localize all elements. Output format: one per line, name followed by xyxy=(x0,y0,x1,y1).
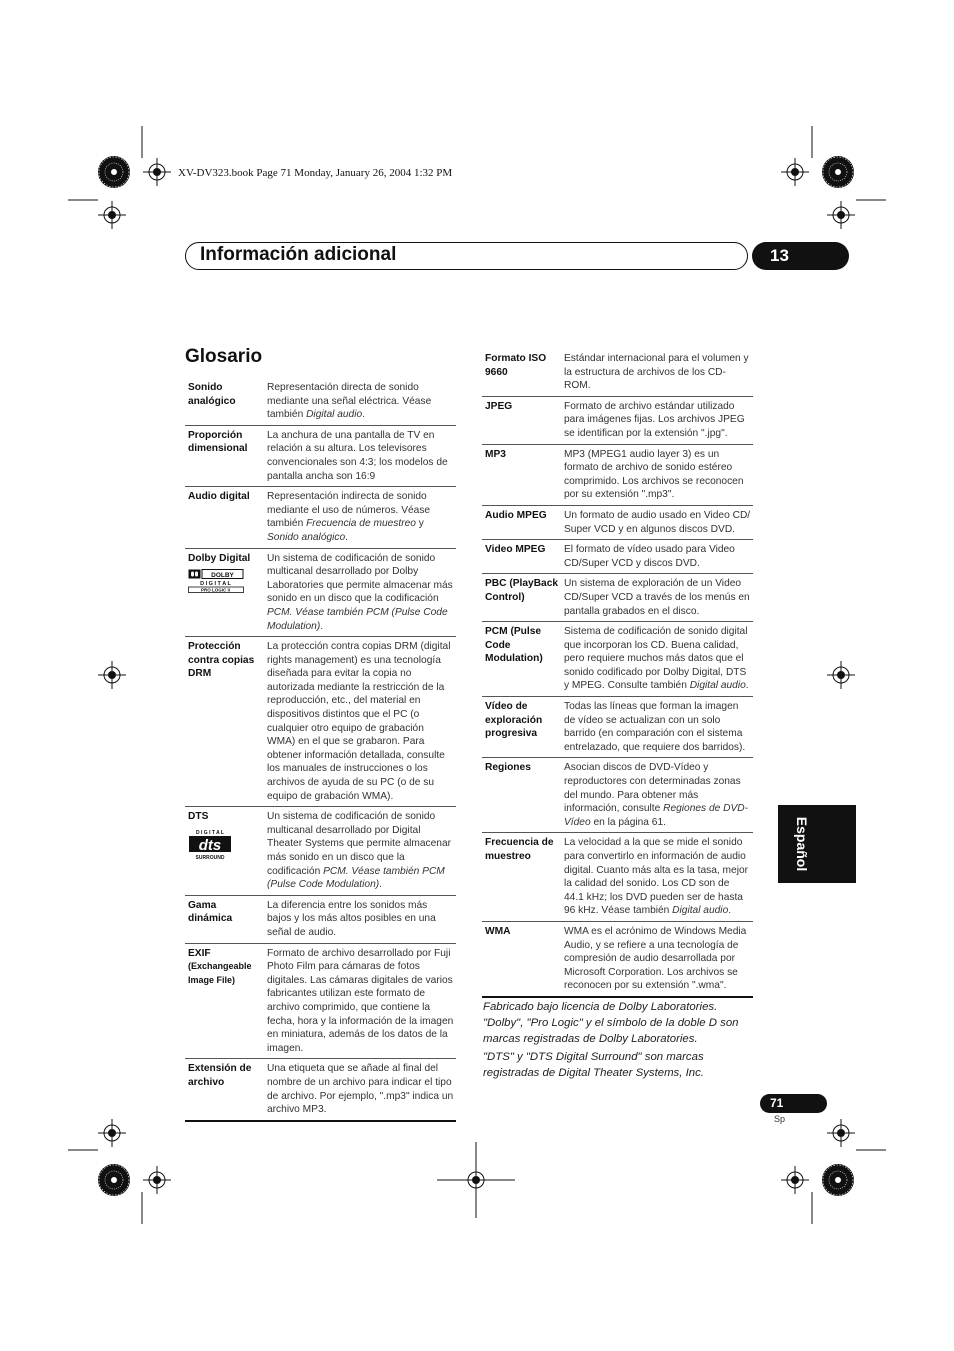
glossary-definition: Asocian discos de DVD-Vídeo y reproductores con determinadas zonas del mundo. Para obtener más información, consulte Regiones de DVD-Vídeo en la página 61. xyxy=(564,762,749,828)
glossary-term-subtitle: (Exchangeable Image File) xyxy=(188,961,252,985)
glossary-definition: MP3 (MPEG1 audio layer 3) es un formato de archivo de sonido estéreo comprimido. Los archivos se reconocen por su extensión ".mp3". xyxy=(564,448,744,501)
glossary-entry-frecuencia-de-muestreo xyxy=(482,833,753,922)
glossary-entry-audio-digital xyxy=(185,487,456,548)
glossary-term xyxy=(482,697,561,758)
glossary-term xyxy=(185,425,264,486)
glossary-entry-extension-de-archivo xyxy=(185,1059,456,1121)
glossary-left-column xyxy=(185,378,456,1122)
glossary-entry-proporcion-dimensional xyxy=(185,425,456,486)
svg-text:D I G I T A L: D I G I T A L xyxy=(196,829,224,836)
glossary-term-text: JPEG xyxy=(485,400,513,412)
svg-text:D I G I T A L: D I G I T A L xyxy=(200,581,231,588)
glossary-definition: La velocidad a la que se mide el sonido para convertirlo en información de audio digital. Cuanto más alta es la tasa, mejor la calidad del sonido. Los CD son de 44.1 kHz; los DVD pueden ser de hasta 96 kHz. Véase también Digital audio. xyxy=(564,837,749,917)
glossary-term-text: Regiones xyxy=(485,762,531,774)
glossary-term-text: PBC (PlayBack Control) xyxy=(485,578,559,603)
page-language: Sp xyxy=(774,1114,786,1124)
svg-text:DOLBY: DOLBY xyxy=(211,572,234,580)
book-file-info: XV-DV323.book Page 71 Monday, January 26, 2004 1:32 PM xyxy=(178,167,453,179)
glossary-term xyxy=(482,396,561,444)
dts-digital-surround-logo xyxy=(188,828,232,860)
glossary-definition: Un sistema de codificación de sonido multicanal desarrollado por Dolby Laboratories que permite almacenar más sonido en un disco que la codificación PCM. Véase también PCM (Pulse Code Modulation). xyxy=(267,552,453,632)
glossary-term-text: WMA xyxy=(485,925,511,937)
glossary-term xyxy=(185,943,264,1059)
section-title: Glosario xyxy=(185,346,263,367)
glossary-definition: El formato de vídeo usado para Video CD/Super VCD y discos DVD. xyxy=(564,544,735,569)
note-dolby: Fabricado bajo licencia de Dolby Laboratories. "Dolby", "Pro Logic" y el símbolo de la doble D son marcas registradas de Dolby Laboratories. xyxy=(483,1001,739,1045)
glossary-term-text: Extensión de archivo xyxy=(188,1063,252,1088)
glossary-definition: Todas las líneas que forman la imagen de vídeo se actualizan con un solo barrido (en comparación con el sistema entrelazado, que requiere dos barridos). xyxy=(564,701,746,753)
glossary-term-text: Video MPEG xyxy=(485,544,546,556)
glossary-definition: WMA es el acrónimo de Windows Media Audio, y se refiere a una tecnología de compresión de audio desarrollada por Microsoft Corporation. Los archivos se reconocen por su extensión ".wma". xyxy=(564,925,747,992)
glossary-term xyxy=(482,758,561,833)
glossary-entry-dts xyxy=(185,807,456,896)
glossary-definition: Un formato de audio usado en Video CD/ Super VCD y en algunos discos DVD. xyxy=(564,509,751,535)
glossary-entry-sonido-analogico xyxy=(185,378,456,425)
glossary-definition: Representación directa de sonido mediante una señal eléctrica. Véase también Digital audio. xyxy=(267,382,432,421)
glossary-term-text: PCM (Pulse Code Modulation) xyxy=(485,626,543,665)
glossary-term-text: Frecuencia de muestreo xyxy=(485,837,554,862)
language-tab xyxy=(778,805,856,883)
glossary-term xyxy=(185,637,264,807)
glossary-definition: Sistema de codificación de sonido digital que incorporan los CD. Buena calidad, pero requiere muchos más datos que el sonido codificado por Dolby Digital, DTS y MPEG. Consulte también Digital audio. xyxy=(564,626,749,692)
chapter-number: 13 xyxy=(752,242,849,270)
glossary-term-text: Proporción dimensional xyxy=(188,429,248,455)
glossary-term xyxy=(482,921,561,996)
glossary-term xyxy=(482,349,561,396)
glossary-entry-gama-dinamica xyxy=(185,895,456,943)
glossary-term-text: Audio MPEG xyxy=(485,509,547,521)
glossary-term xyxy=(185,487,264,548)
chapter-title: Información adicional xyxy=(200,244,397,265)
svg-text:SURROUND: SURROUND xyxy=(195,854,225,860)
glossary-term-text: Vídeo de exploración progresiva xyxy=(485,701,543,740)
glossary-definition: La protección contra copias DRM (digital rights management) es una tecnología diseñada para evitar la copia no autorizada mediante la restricción de la reproducción, etc., del material en dispositivos distintos que el PC (o cualquier otro equipo de grabación WMA) en el que se grabaron. Para obtener información detallada, consulte los manuales de instrucciones o los archivos de ayuda de su PC (o de su equipo de grabación WMA). xyxy=(267,641,451,802)
glossary-term xyxy=(185,548,264,637)
glossary-entry-exif xyxy=(185,943,456,1059)
glossary-term xyxy=(482,540,561,574)
glossary-term-text: MP3 xyxy=(485,448,506,460)
note-dts: "DTS" y "DTS Digital Surround" son marcas registradas de Digital Theater Systems, Inc. xyxy=(483,1051,704,1080)
glossary-entry-formato-iso-9660 xyxy=(482,349,753,396)
glossary-entry-pcm-pulse-code-modulation xyxy=(482,622,753,697)
glossary-definition: La diferencia entre los sonidos más bajos y los más altos posibles en una señal de audio. xyxy=(267,899,436,938)
glossary-term-text: Protección contra copias DRM xyxy=(188,641,255,680)
glossary-term xyxy=(185,378,264,425)
svg-text:PRO LOGIC II: PRO LOGIC II xyxy=(200,587,231,593)
glossary-term xyxy=(185,1059,264,1121)
glossary-entry-proteccion-contra-copias-drm xyxy=(185,637,456,807)
glossary-definition: Representación indirecta de sonido mediante el uso de números. Véase también Frecuencia de muestreo y Sonido analógico. xyxy=(267,491,431,543)
glossary-definition: Formato de archivo desarrollado por Fuji Photo Film para cámaras de fotos digitales. Las cámaras digitales de varios fabricantes utilizan este formato de archivo comprimido, que contiene la fecha, hora y la información de la imagen en miniatura, además de los datos de la imagen. xyxy=(267,947,454,1054)
glossary-entry-dolby-digital xyxy=(185,548,456,637)
glossary-definition: Un sistema de codificación de sonido multicanal desarrollado por Digital Theater Systems que permite almacenar más sonido en un disco que la codificación PCM. Véase también PCM (Pulse Code Modulation). xyxy=(267,811,452,891)
trademark-notes xyxy=(483,1000,755,1085)
glossary-term xyxy=(482,833,561,922)
glossary-entry-regiones xyxy=(482,758,753,833)
glossary-definition: Formato de archivo estándar utilizado para imágenes fijas. Los archivos JPEG se identifican por la extensión ".jpg". xyxy=(564,400,745,439)
glossary-term xyxy=(482,505,561,539)
glossary-term-text: Gama dinámica xyxy=(188,899,233,925)
language-label: Español xyxy=(794,816,810,872)
glossary-term xyxy=(482,622,561,697)
glossary-term-text: Sonido analógico xyxy=(188,382,236,407)
dolby-digital-logo xyxy=(188,569,244,593)
glossary-term xyxy=(482,574,561,622)
glossary-term-text: Audio digital xyxy=(188,491,250,503)
glossary-entry-pbc-playback-control xyxy=(482,574,753,622)
glossary-definition: Estándar internacional para el volumen y la estructura de archivos de los CD-ROM. xyxy=(564,353,749,392)
page-number: 71 xyxy=(760,1094,827,1113)
glossary-definition: La anchura de una pantalla de TV en relación a su altura. Los televisores convencionales son 4:3; los modelos de pantalla ancha son 16:9 xyxy=(267,429,448,482)
glossary-term-text: Formato ISO 9660 xyxy=(485,353,547,378)
glossary-entry-wma xyxy=(482,921,753,996)
glossary-definition: Un sistema de exploración de un Video CD/Super VCD a través de los menús en pantalla grabados en el disco. xyxy=(564,578,750,617)
glossary-entry-video-mpeg xyxy=(482,540,753,574)
glossary-entry-jpeg xyxy=(482,396,753,444)
glossary-definition: Una etiqueta que se añade al final del nombre de un archivo para indicar el tipo de archivo. Por ejemplo, ".mp3" indica un archivo MP3. xyxy=(267,1063,454,1116)
glossary-term xyxy=(185,807,264,896)
svg-text:dts: dts xyxy=(198,836,222,854)
glossary-term xyxy=(482,444,561,505)
glossary-term-text: Dolby Digital xyxy=(188,552,251,564)
glossary-term-text: DTS xyxy=(188,811,209,823)
glossary-right-column xyxy=(482,349,753,998)
glossary-entry-video-de-exploracion-progresiva xyxy=(482,697,753,758)
glossary-entry-audio-mpeg xyxy=(482,505,753,539)
glossary-term-text: EXIF xyxy=(188,947,211,959)
glossary-term xyxy=(185,895,264,943)
glossary-entry-mp3 xyxy=(482,444,753,505)
